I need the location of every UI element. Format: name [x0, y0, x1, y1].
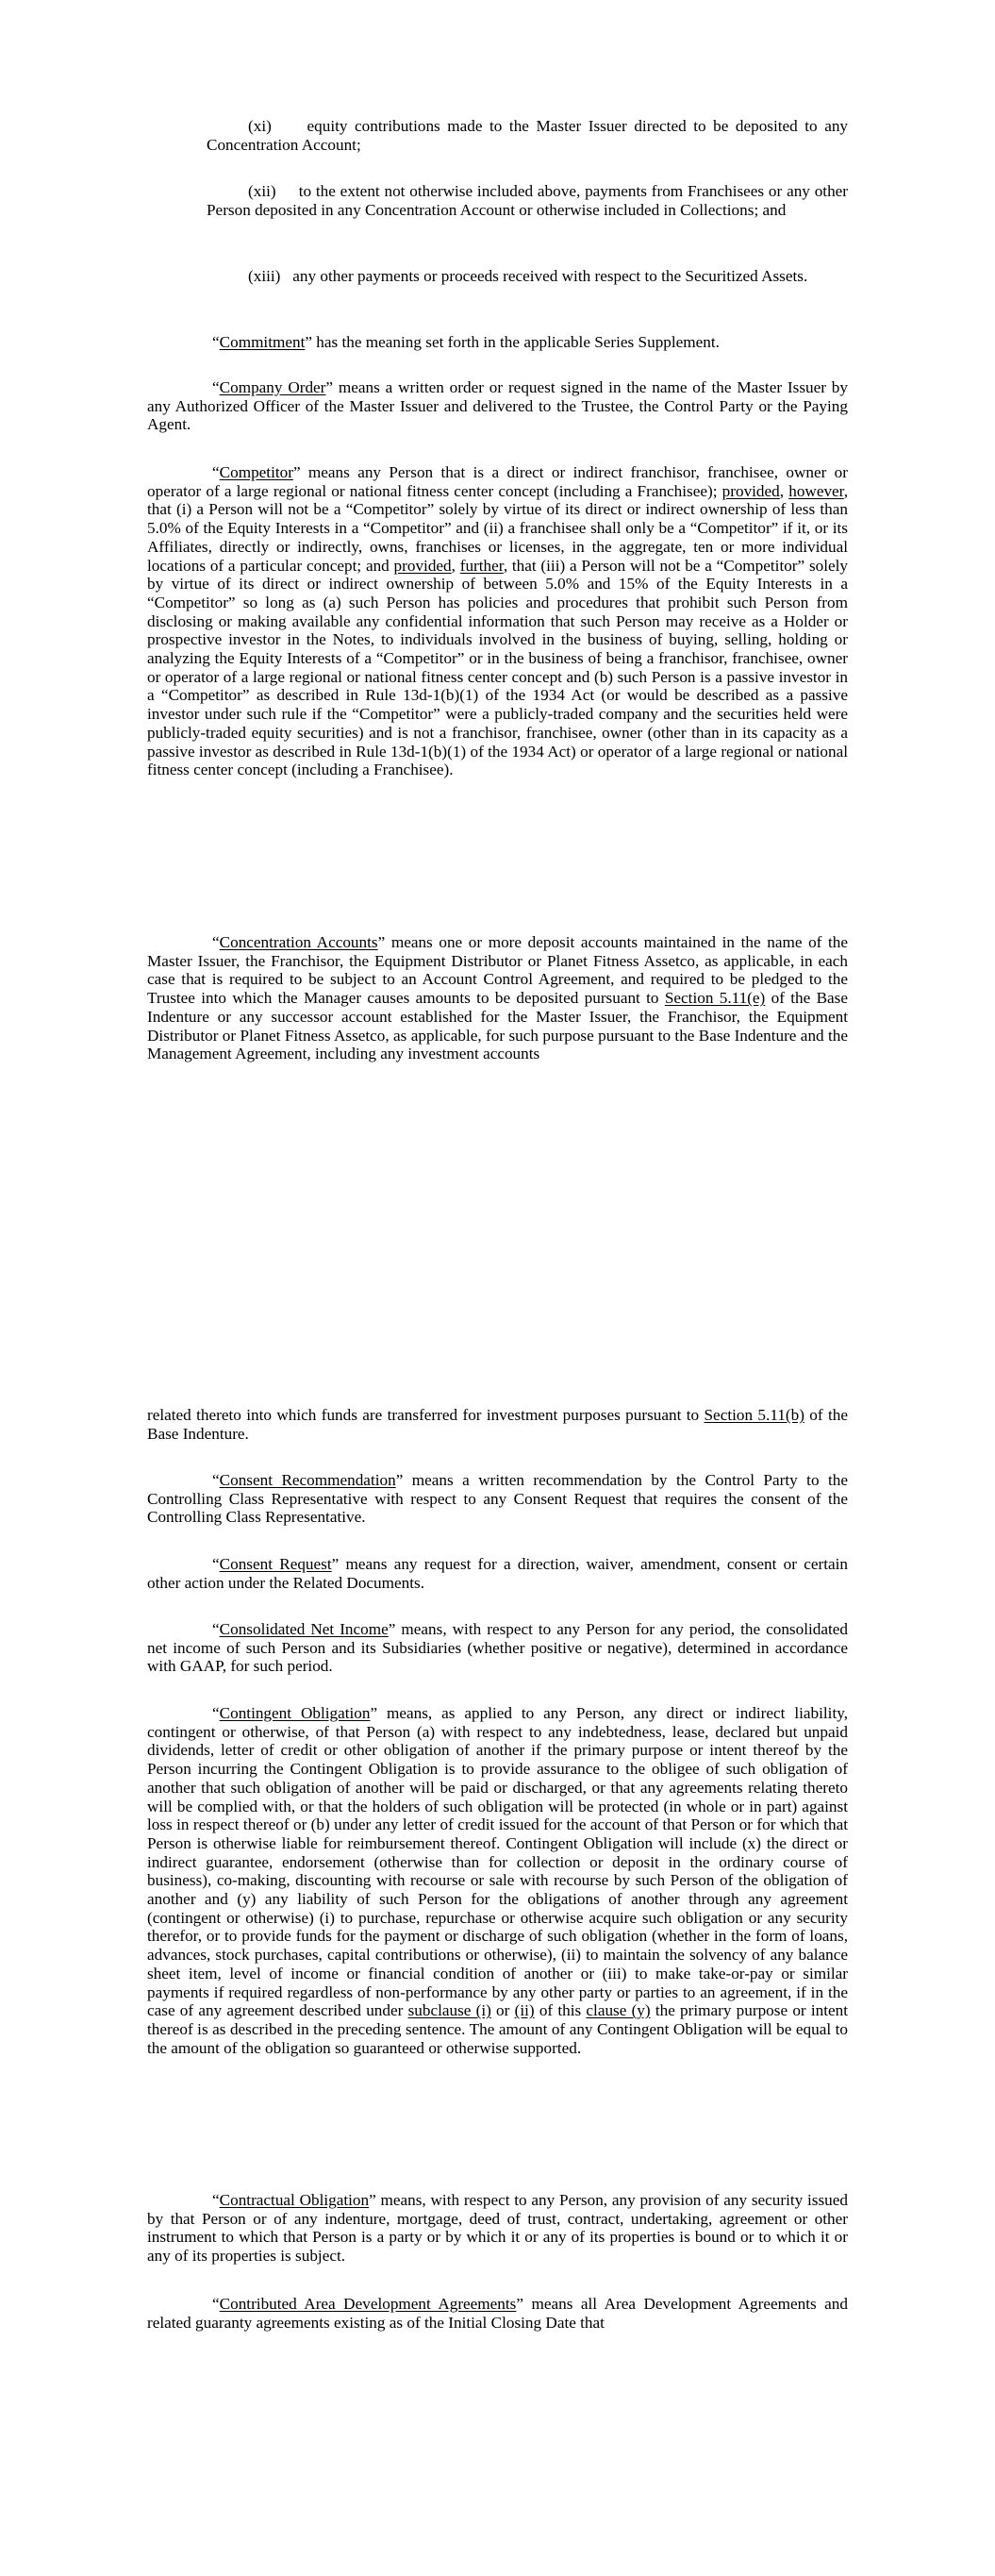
item-xii: (xii) to the extent not otherwise included above, payments from Franchisees or any other Person deposited in any Concentration Account or otherwise included in Collections; and	[207, 182, 849, 219]
definition-consent-request: “Consent Request” means any request for a direction, waiver, amendment, consent or certain other action under the Related Documents.	[147, 1555, 848, 1592]
defined-term: Company Order	[219, 378, 326, 396]
section-reference: Section 5.11(e)	[664, 989, 766, 1008]
clause-reference: subclause (i)	[407, 2001, 491, 2020]
item-xiii: (xiii) any other payments or proceeds received with respect to the Securitized Assets.	[248, 267, 808, 285]
defined-term: Consent Recommendation	[219, 1471, 396, 1489]
definition-contractual-obligation: “Contractual Obligation” means, with respect to any Person, any provision of any security issued by that Person or of any indenture, mortgage, deed of trust, contract, undertaking, agreement or other instrument to which that Person is a party or by which it or any of its properties is bound or to which it or any of its properties is subject.	[147, 2191, 848, 2266]
definition-concentration-accounts: “Concentration Accounts” means one or more deposit accounts maintained in the name of the Master Issuer, the Franchisor, the Equipment Distributor or Planet Fitness Assetco, as applicable, in each case that is required to be subject to an Account Control Agreement, and required to be pledged to the Trustee into which the Manager causes amounts to be deposited pursuant to Section 5.11(e) of the Base Indenture or any successor account established for the Master Issuer, the Franchisor, the Equipment Distributor or Planet Fitness Assetco, as applicable, for such purpose pursuant to the Base Indenture and the Management Agreement, including any investment accounts	[147, 933, 848, 1063]
defined-term: Contributed Area Development Agreements	[219, 2295, 517, 2313]
defined-term: Consolidated Net Income	[219, 1620, 389, 1638]
defined-term: Consent Request	[219, 1555, 332, 1573]
defined-term: Concentration Accounts	[219, 933, 378, 951]
clause-reference: (ii)	[514, 2001, 535, 2020]
defined-term: Competitor	[219, 463, 293, 481]
definition-commitment: “Commitment” has the meaning set forth in the applicable Series Supplement.	[212, 333, 720, 351]
continuation-paragraph: related thereto into which funds are transferred for investment purposes pursuant to Section 5.11(b) of the Base Indenture.	[147, 1406, 848, 1443]
definition-contributed-area-development-agreements: “Contributed Area Development Agreements” means all Area Development Agreements and related guaranty agreements existing as of the Initial Closing Date that	[147, 2295, 848, 2332]
defined-term: Contractual Obligation	[219, 2191, 370, 2209]
clause-reference: clause (y)	[586, 2001, 651, 2020]
definition-consent-recommendation: “Consent Recommendation” means a written recommendation by the Control Party to the Controlling Class Representative with respect to any Consent Request that requires the consent of the Controlling Class Representative.	[147, 1471, 849, 1527]
definition-competitor: “Competitor” means any Person that is a direct or indirect franchisor, franchisee, owner or operator of a large regional or national fitness center concept (including a Franchisee); provided, however, that (i) a Person will not be a “Competitor” solely by virtue of its direct or indirect ownership of less than 5.0% of the Equity Interests in a “Competitor” and (ii) a franchisee shall only be a “Competitor” if it, or its Affiliates, directly or indirectly, owns, franchises or licenses, in the aggregate, ten or more individual locations of a particular concept; and provided, further, that (iii) a Person will not be a “Competitor” solely by virtue of its direct or indirect ownership of between 5.0% and 15% of the Equity Interests in a “Competitor” so long as (a) such Person has policies and procedures that prohibit such Person from disclosing or making available any confidential information that such Person may receive as a Holder or prospective investor in the Notes, to individuals involved in the business of buying, selling, holding or analyzing the Equity Interests of a “Competitor” or in the business of being a franchisor, franchisee, owner or operator of a large regional or national fitness center concept and (b) such Person is a passive investor in a “Competitor” as described in Rule 13d-1(b)(1) of the 1934 Act (or would be described as a passive investor under such rule if the “Competitor” were a publicly-traded company and the securities held were publicly-traded equity securities) and is not a franchisor, franchisee, owner (other than in its capacity as a passive investor as described in Rule 13d-1(b)(1) of the 1934 Act) or operator of a large regional or national fitness center concept (including a Franchisee).	[147, 463, 849, 779]
section-reference: Section 5.11(b)	[704, 1406, 804, 1424]
item-xi: (xi) equity contributions made to the Master Issuer directed to be deposited to any Concentration Account;	[207, 117, 849, 154]
definition-consolidated-net-income: “Consolidated Net Income” means, with respect to any Person for any period, the consolidated net income of such Person and its Subsidiaries (whether positive or negative), determined in accordance with GAAP, for such period.	[147, 1620, 848, 1676]
defined-term: Commitment	[219, 333, 306, 351]
definition-contingent-obligation: “Contingent Obligation” means, as applied to any Person, any direct or indirect liability, contingent or otherwise, of that Person (a) with respect to any indebtedness, lease, declared but unpaid dividends, letter of credit or other obligation of another if the primary purpose or intent thereof by the Person incurring the Contingent Obligation is to provide assurance to the obligee of such obligation of another that such obligation of another will be paid or discharged, or that any agreements relating thereto will be complied with, or that the holders of such obligation will be protected (in whole or in part) against loss in respect thereof or (b) under any letter of credit issued for the account of that Person or for which that Person is otherwise liable for reimbursement thereof. Contingent Obligation will include (x) the direct or indirect guarantee, endorsement (otherwise than for collection or deposit in the ordinary course of business), co-making, discounting with recourse or sale with recourse by such Person of the obligation of another and (y) any liability of such Person for the obligations of another through any agreement (contingent or otherwise) (i) to purchase, repurchase or otherwise acquire such obligation or any security therefor, or to provide funds for the payment or discharge of such obligation (whether in the form of loans, advances, stock purchases, capital contributions or otherwise), (ii) to maintain the solvency of any balance sheet item, level of income or financial condition of another or (iii) to make take-or-pay or similar payments if required regardless of non-performance by any other party or parties to an agreement, if in the case of any agreement described under subclause (i) or (ii) of this clause (y) the primary purpose or intent thereof is as described in the preceding sentence. The amount of any Contingent Obligation will be equal to the amount of the obligation so guaranteed or otherwise supported.	[147, 1704, 848, 2057]
defined-term: Contingent Obligation	[219, 1704, 371, 1722]
definition-company-order: “Company Order” means a written order or request signed in the name of the Master Issuer by any Authorized Officer of the Master Issuer and delivered to the Trustee, the Control Party or the Paying Agent.	[147, 378, 848, 434]
